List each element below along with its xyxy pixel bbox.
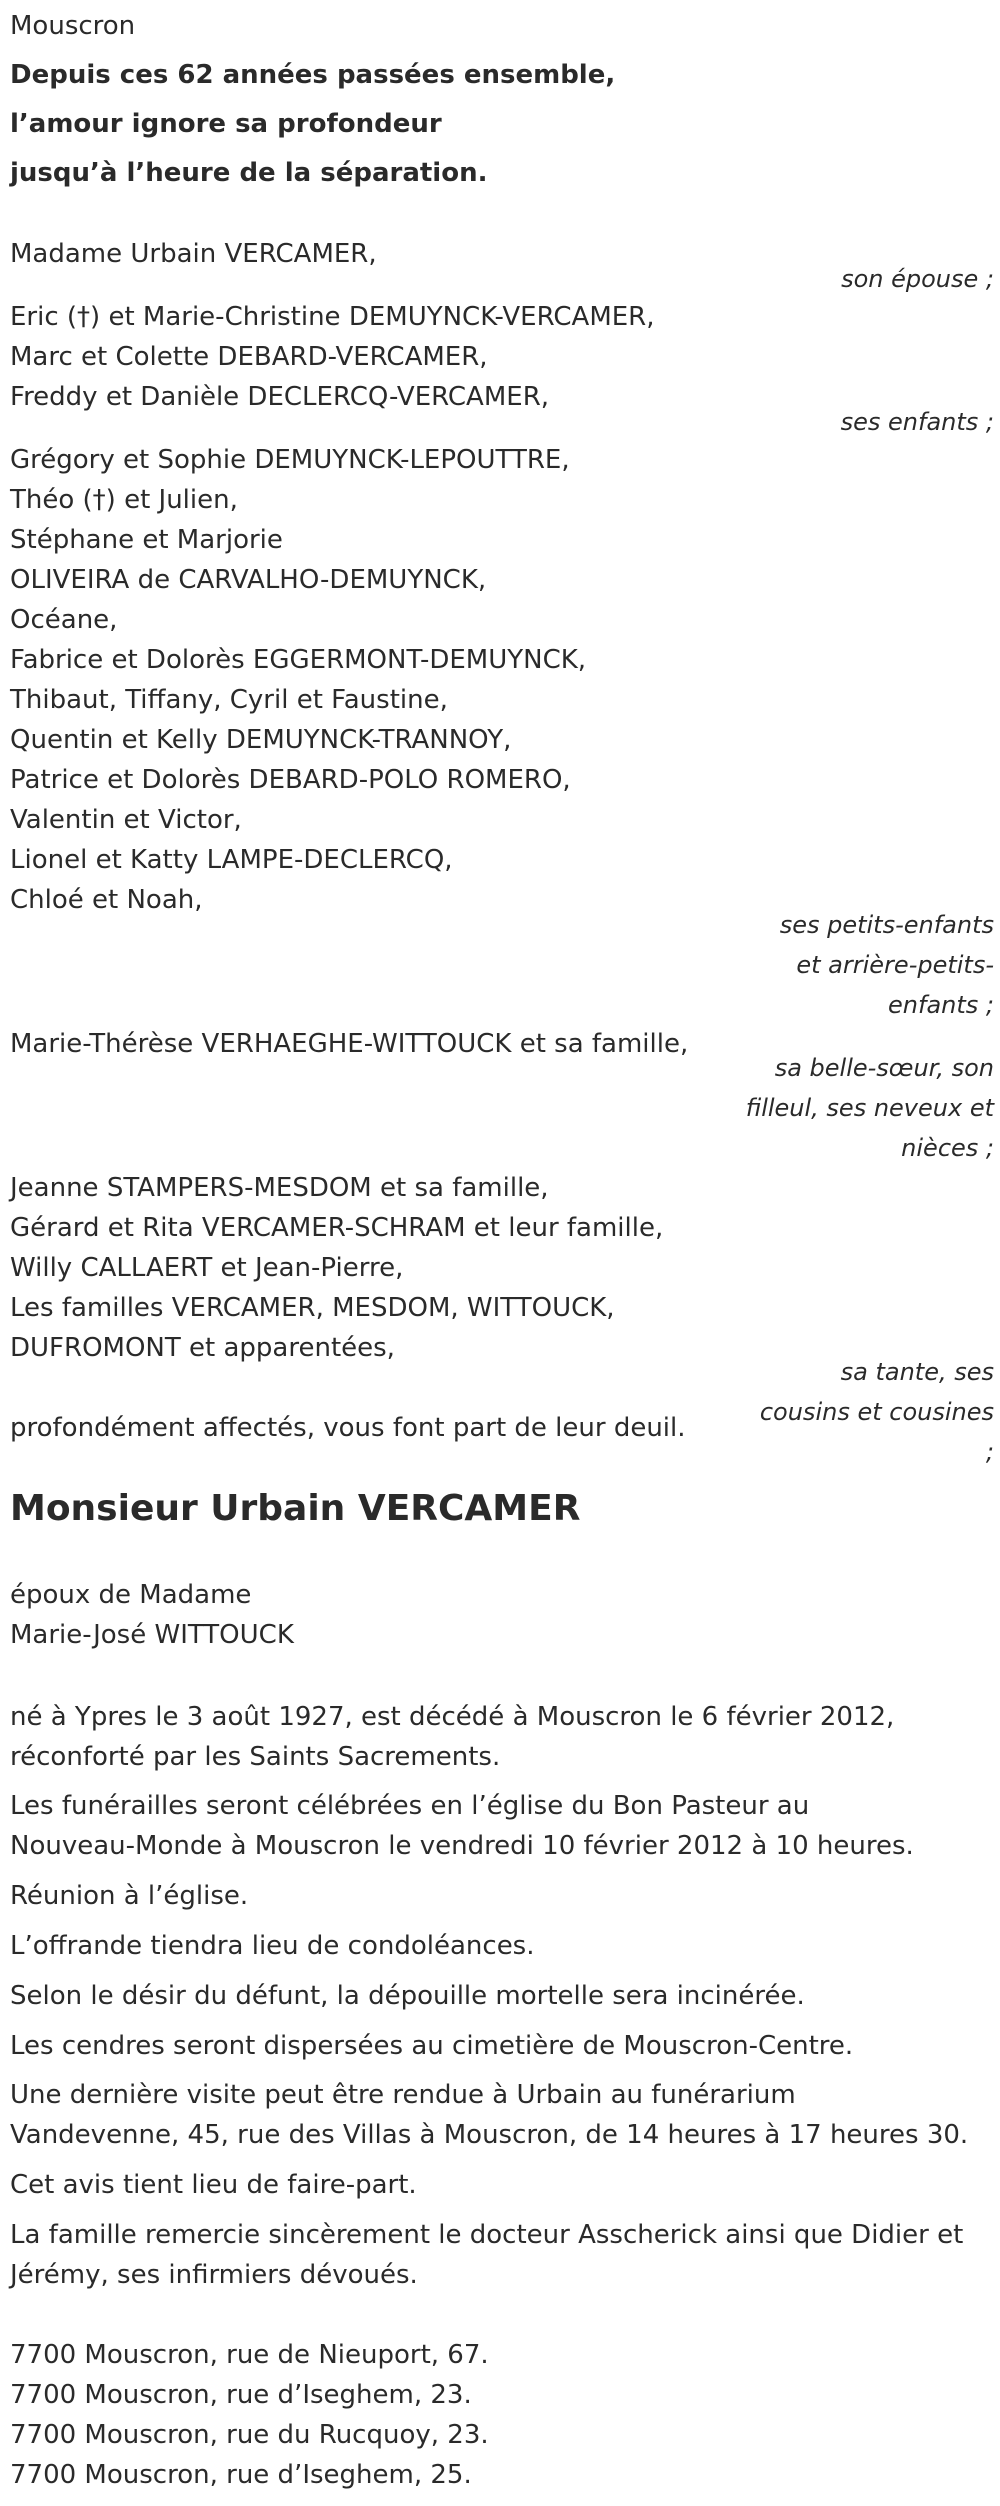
- spouse-name: Madame Urbain VERCAMER,: [10, 239, 377, 269]
- grandchild-name: Fabrice et Dolorès EGGERMONT-DEMUYNCK,: [10, 645, 587, 675]
- paragraph-line: Cet avis tient lieu de faire-part.: [10, 2170, 417, 2200]
- child-name: Marc et Colette DEBARD-VERCAMER,: [10, 342, 488, 372]
- sister-in-law-role: filleul, ses neveux et: [745, 1094, 994, 1122]
- child-name: Freddy et Danièle DECLERCQ-VERCAMER,: [10, 382, 550, 412]
- grandchildren-role: enfants ;: [888, 991, 994, 1019]
- paragraph-line: né à Ypres le 3 août 1927, est décédé à Mouscron le 6 février 2012,: [10, 1702, 895, 1732]
- grandchild-name: Quentin et Kelly DEMUYNCK-TRANNOY,: [10, 725, 512, 755]
- child-name: Eric (†) et Marie-Christine DEMUYNCK-VERCAMER,: [10, 302, 655, 332]
- spouse-of-line: époux de Madame: [10, 1580, 252, 1610]
- paragraph-line: Jérémy, ses infirmiers dévoués.: [10, 2260, 418, 2290]
- spouse-of-line: Marie-José WITTOUCK: [10, 1620, 294, 1650]
- paragraph-line: Nouveau-Monde à Mouscron le vendredi 10 février 2012 à 10 heures.: [10, 1831, 914, 1861]
- poem-line: jusqu’à l’heure de la séparation.: [10, 158, 488, 188]
- grandchild-name: Thibaut, Tiffany, Cyril et Faustine,: [10, 685, 448, 715]
- grandchild-name: Lionel et Katty LAMPE-DECLERCQ,: [10, 845, 453, 875]
- relative-name: Willy CALLAERT et Jean-Pierre,: [10, 1253, 404, 1283]
- grandchild-name: OLIVEIRA de CARVALHO-DEMUYNCK,: [10, 565, 487, 595]
- deceased-name: Monsieur Urbain VERCAMER: [10, 1488, 581, 1529]
- address-line: 7700 Mouscron, rue de Nieuport, 67.: [10, 2340, 489, 2370]
- grandchild-name: Patrice et Dolorès DEBARD-POLO ROMERO,: [10, 765, 571, 795]
- city-label: Mouscron: [10, 11, 136, 41]
- paragraph-line: Réunion à l’église.: [10, 1881, 249, 1911]
- paragraph-line: Selon le désir du défunt, la dépouille mortelle sera incinérée.: [10, 1981, 805, 2011]
- sister-in-law-role: nièces ;: [901, 1134, 994, 1162]
- relative-name: DUFROMONT et apparentées,: [10, 1333, 395, 1363]
- address-line: 7700 Mouscron, rue du Rucquoy, 23.: [10, 2420, 489, 2450]
- poem-line: Depuis ces 62 années passées ensemble,: [10, 60, 616, 90]
- relative-name: Gérard et Rita VERCAMER-SCHRAM et leur famille,: [10, 1213, 664, 1243]
- children-role: ses enfants ;: [840, 408, 994, 436]
- relatives-role: sa tante, ses: [840, 1358, 994, 1386]
- grandchildren-role: ses petits-enfants: [779, 911, 994, 939]
- relative-name: Jeanne STAMPERS-MESDOM et sa famille,: [10, 1173, 549, 1203]
- relatives-role: ;: [985, 1438, 994, 1466]
- sister-in-law-role: sa belle-sœur, son: [774, 1054, 994, 1082]
- grandchild-name: Stéphane et Marjorie: [10, 525, 283, 555]
- grandchild-name: Chloé et Noah,: [10, 885, 203, 915]
- paragraph-line: L’offrande tiendra lieu de condoléances.: [10, 1931, 535, 1961]
- sister-in-law-name: Marie-Thérèse VERHAEGHE-WITTOUCK et sa famille,: [10, 1029, 689, 1059]
- paragraph-line: Les cendres seront dispersées au cimetière de Mouscron-Centre.: [10, 2031, 854, 2061]
- paragraph-line: Les funérailles seront célébrées en l’église du Bon Pasteur au: [10, 1791, 810, 1821]
- grandchild-name: Théo (†) et Julien,: [10, 485, 238, 515]
- spouse-role: son épouse ;: [841, 265, 994, 293]
- relatives-role: cousins et cousines: [759, 1398, 994, 1426]
- grandchild-name: Grégory et Sophie DEMUYNCK-LEPOUTTRE,: [10, 445, 570, 475]
- announcement-text: profondément affectés, vous font part de leur deuil.: [10, 1413, 686, 1443]
- grandchild-name: Valentin et Victor,: [10, 805, 242, 835]
- paragraph-line: réconforté par les Saints Sacrements.: [10, 1742, 501, 1772]
- paragraph-line: Une dernière visite peut être rendue à Urbain au funérarium: [10, 2080, 796, 2110]
- address-line: 7700 Mouscron, rue d’Iseghem, 25.: [10, 2460, 472, 2490]
- address-line: 7700 Mouscron, rue d’Iseghem, 23.: [10, 2380, 472, 2410]
- relative-name: Les familles VERCAMER, MESDOM, WITTOUCK,: [10, 1293, 615, 1323]
- grandchildren-role: et arrière-petits-: [796, 951, 994, 979]
- grandchild-name: Océane,: [10, 605, 118, 635]
- paragraph-line: Vandevenne, 45, rue des Villas à Mouscron, de 14 heures à 17 heures 30.: [10, 2120, 969, 2150]
- paragraph-line: La famille remercie sincèrement le docteur Asscherick ainsi que Didier et: [10, 2220, 964, 2250]
- poem-line: l’amour ignore sa profondeur: [10, 109, 442, 139]
